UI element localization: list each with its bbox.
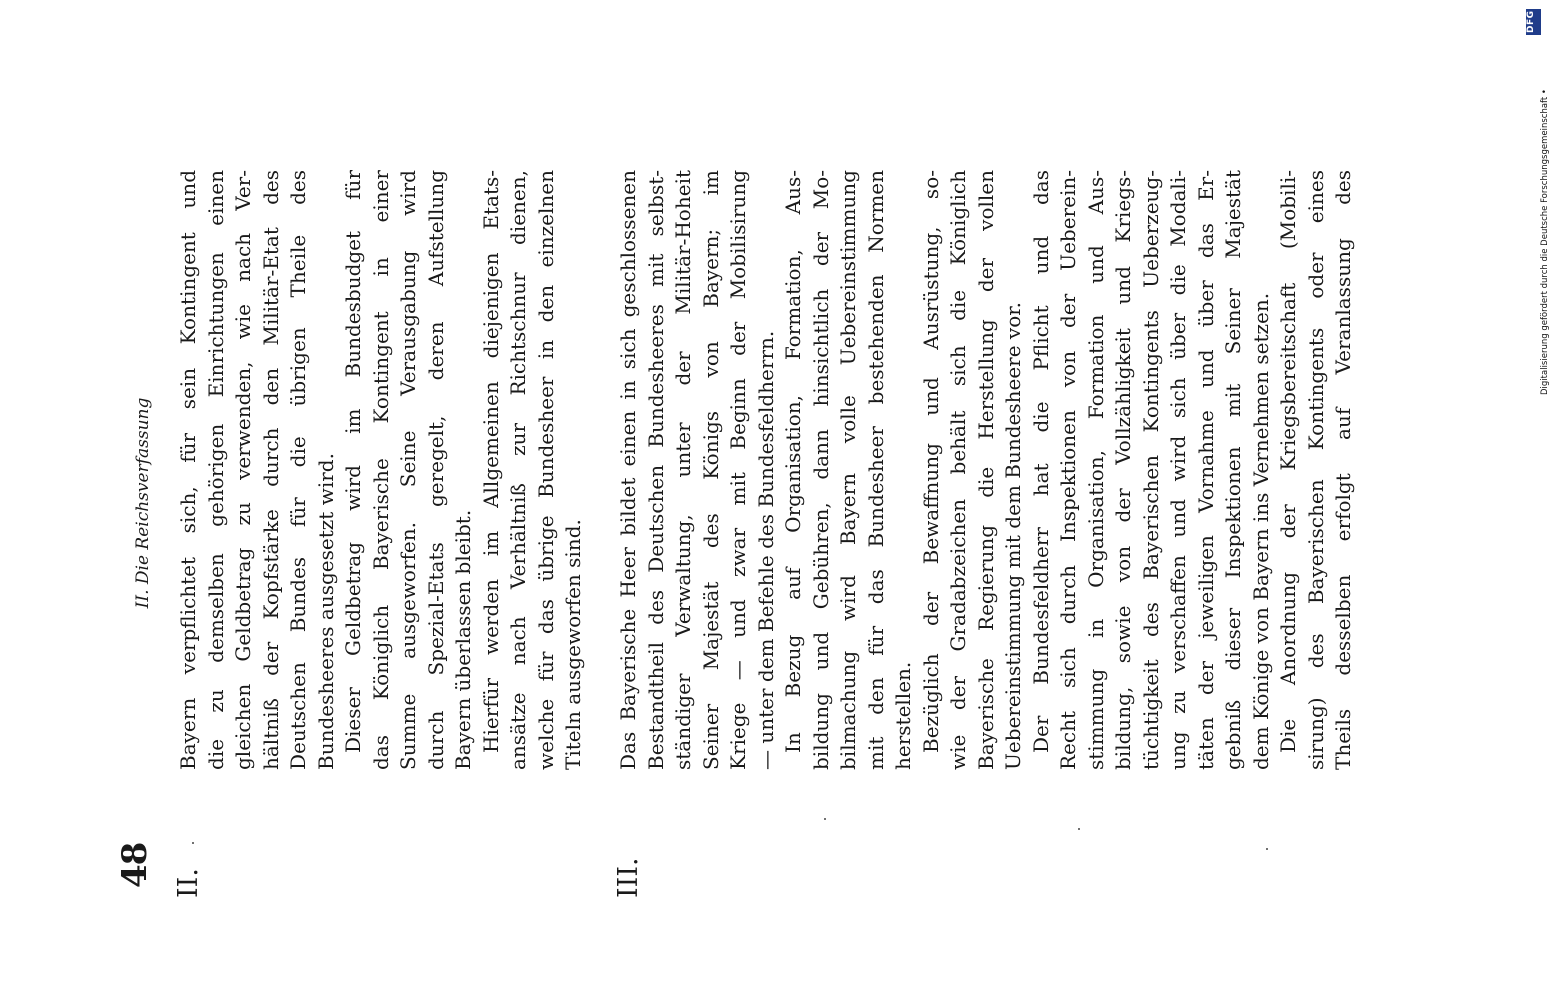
text-line: Die Anordnung der Kriegsbereitschaft (Mobili- (1276, 170, 1300, 753)
text-line: täten der jeweiligen Vornahme und über das Er- (1193, 170, 1218, 770)
text-line: Hierfür werden im Allgemeinen diejenigen Etats- (478, 170, 503, 753)
text-line: bilmachung wird Bayern volle Uebereinstimmung (836, 170, 860, 770)
text-line: Deutschen Bundes für die übrigen Theile des (286, 170, 310, 770)
text-line: ung zu verschaffen und wird sich über die Modali- (1166, 170, 1190, 770)
document-page (115, 118, 1415, 898)
dfg-logo-text: DFG (1526, 10, 1536, 33)
dfg-logo (1526, 9, 1541, 35)
text-line: ständiger Verwaltung, unter der Militär-Hoheit (671, 170, 695, 770)
text-line: wie der Gradabzeichen behält sich die Königlich (946, 170, 970, 770)
text-line: Dieser Geldbetrag wird im Bundesbudget für (341, 170, 365, 753)
text-line: gleichen Geldbetrag zu verwenden, wie nach Ver- (231, 170, 255, 770)
running-head: II. Die Reichsverfassung (133, 397, 153, 609)
text-line: Bezüglich der Bewaffnung und Ausrüstung, so- (918, 170, 943, 753)
text-line: dem Könige von Bayern ins Vernehmen setzen. (1248, 292, 1273, 770)
text-line: Theils desselben erfolgt auf Veranlassung des (1331, 170, 1355, 770)
text-line: welche für das übrige Bundesheer in den einzelnen (533, 170, 558, 770)
text-line: durch Spezial-Etats geregelt, deren Aufstellung (423, 170, 448, 770)
scan-speck (192, 842, 194, 844)
text-line: bildung, sowie von der Vollzähligkeit und Kriegs- (1111, 170, 1135, 770)
text-line: bildung und Gebühren, dann hinsichtlich der Mo- (808, 170, 833, 770)
text-line: sirung) des Bayerischen Kontingents oder eines (1303, 170, 1328, 770)
section-number: III. (613, 857, 644, 898)
digitization-credit (1526, 10, 1550, 395)
section-number: II. (173, 868, 204, 898)
text-line: Bestandtheil des Deutschen Bundesheeres mit selbst- (643, 170, 668, 770)
text-line: gebniß dieser Inspektionen mit Seiner Majestät (1221, 170, 1245, 770)
text-line: Uebereinstimmung mit dem Bundesheere vor. (1001, 302, 1025, 770)
text-line: Bayerische Regierung die Herstellung der vollen (973, 170, 998, 770)
text-line: das Königlich Bayerische Kontingent in einer (368, 170, 393, 770)
text-line: In Bezug auf Organisation, Formation, Aus- (781, 170, 805, 753)
text-line: stimmung in Organisation, Formation und Aus- (1083, 170, 1108, 770)
text-line: hältniß der Kopfstärke durch den Militär-Etat des (258, 170, 283, 770)
text-line: Kriege — und zwar mit Beginn der Mobilisirung (726, 170, 750, 770)
text-line: — unter dem Befehle des Bundesfeldherrn. (753, 330, 778, 770)
credit-text: Digitalisierung gefördert durch die Deutsche Forschungsgemeinschaft • (1540, 89, 1550, 395)
text-line: Seiner Majestät des Königs von Bayern; im (698, 170, 723, 770)
text-line: Recht sich durch Inspektionen von der Ueberein- (1056, 170, 1080, 770)
text-line: Bayern überlassen bleibt. (451, 509, 475, 770)
scan-speck (1078, 828, 1080, 830)
text-line: Der Bundesfeldherr hat die Pflicht und das (1028, 170, 1053, 753)
page-number: 48 (115, 842, 155, 888)
text-line: tüchtigkeit des Bayerischen Kontingents Ueberzeug- (1138, 170, 1163, 770)
text-line: die zu demselben gehörigen Einrichtungen einen (203, 170, 228, 770)
text-line: Das Bayerische Heer bildet einen in sich geschlossenen (616, 170, 640, 770)
text-line: herstellen. (891, 661, 915, 770)
text-line: Titeln ausgeworfen sind. (561, 519, 585, 770)
scan-speck (824, 818, 826, 820)
scan-speck (1266, 848, 1268, 850)
text-line: Bundesheeres ausgesetzt wird. (313, 453, 338, 770)
text-line: mit den für das Bundesheer bestehenden Normen (863, 170, 888, 770)
text-line: Bayern verpflichtet sich, für sein Kontingent und (176, 170, 200, 770)
text-line: ansätze nach Verhältniß zur Richtschnur dienen, (506, 170, 530, 770)
text-line: Summe ausgeworfen. Seine Verausgabung wird (396, 170, 420, 770)
